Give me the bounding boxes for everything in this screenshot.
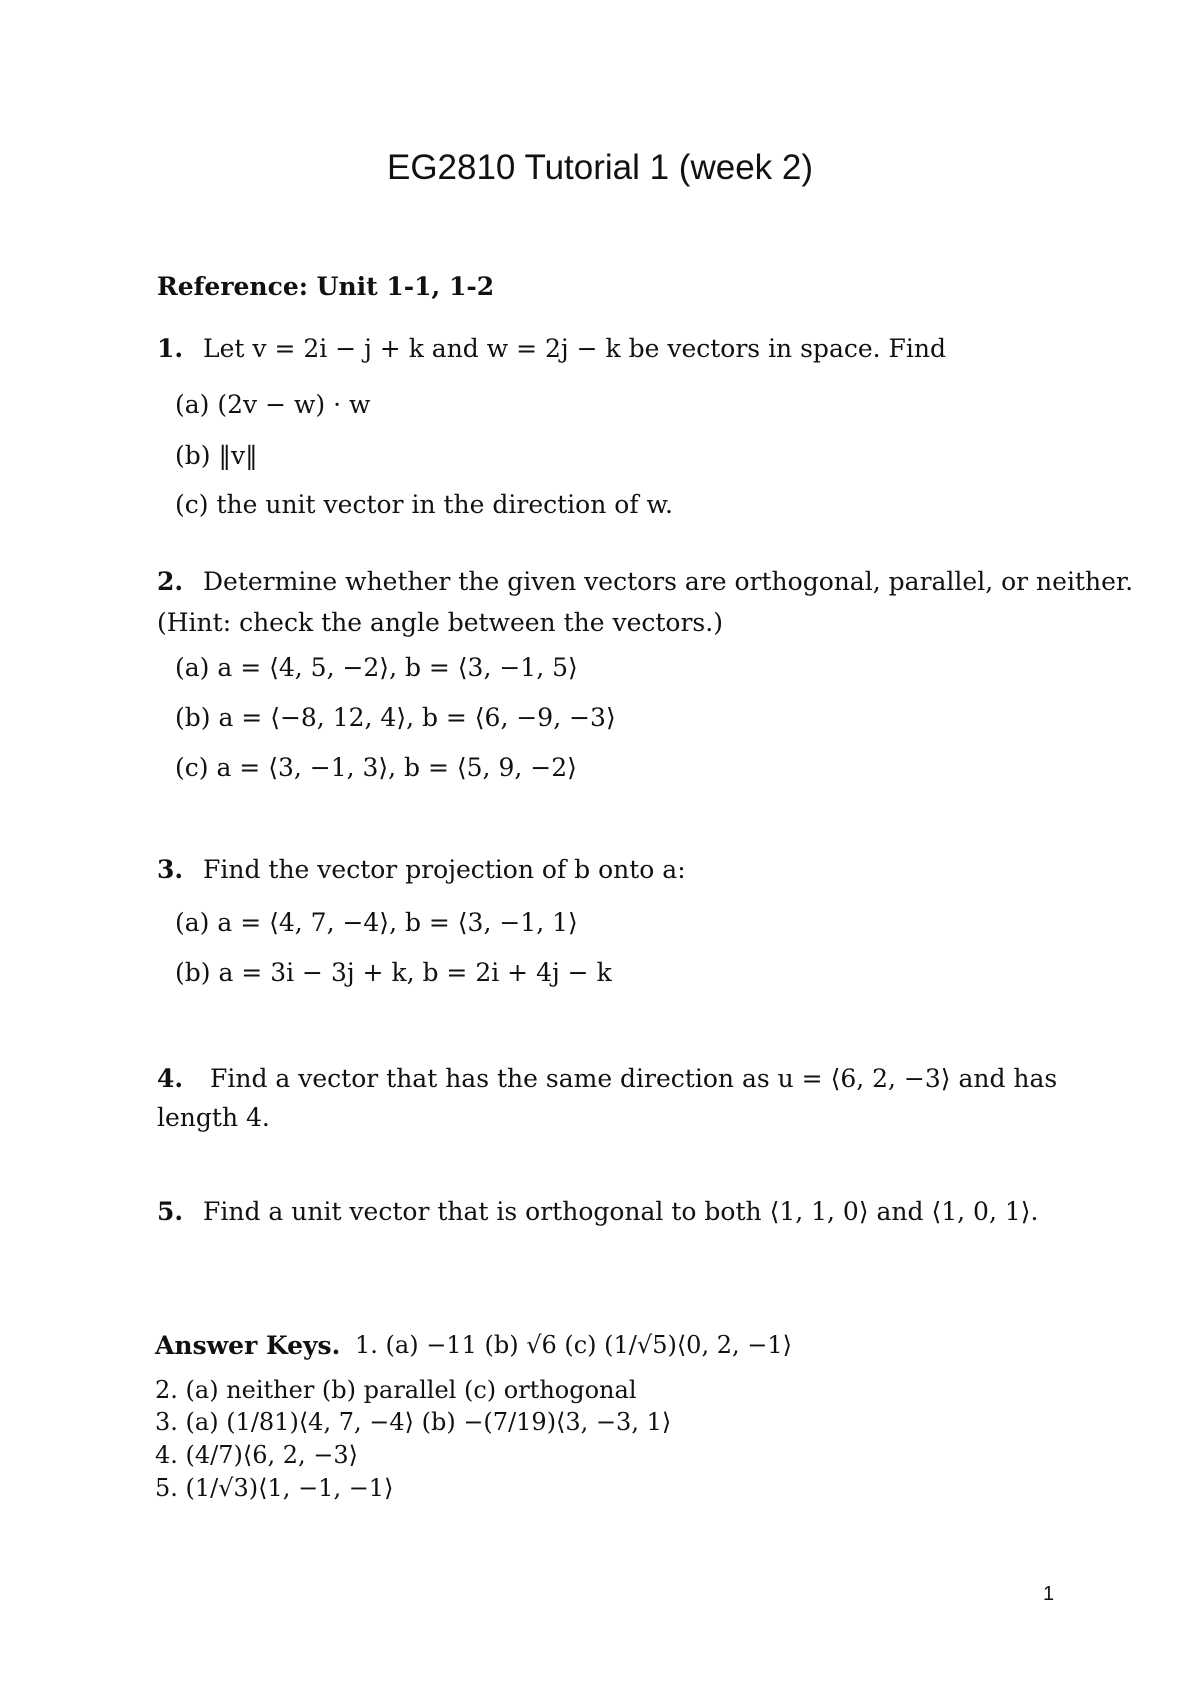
reference-line: Reference: Unit 1-1, 1-2 bbox=[157, 272, 495, 301]
answer-row-1: 1. (a) −11 (b) √6 (c) (1/√5)⟨0, 2, −1⟩ bbox=[355, 1331, 792, 1359]
q5-number: 5. bbox=[157, 1197, 184, 1226]
q3-number: 3. bbox=[157, 855, 184, 884]
q1-part-a: (a) (2v − w) · w bbox=[175, 390, 371, 419]
page-title: EG2810 Tutorial 1 (week 2) bbox=[386, 148, 814, 187]
answer-row-2: 2. (a) neither (b) parallel (c) orthogonal bbox=[155, 1376, 637, 1404]
answer-row-4: 4. (4/7)⟨6, 2, −3⟩ bbox=[155, 1441, 359, 1469]
q2-part-c: (c) a = ⟨3, −1, 3⟩, b = ⟨5, 9, −2⟩ bbox=[175, 753, 577, 782]
q3-part-b: (b) a = 3i − 3j + k, b = 2i + 4j − k bbox=[175, 958, 612, 987]
answer-row-3: 3. (a) (1/81)⟨4, 7, −4⟩ (b) −(7/19)⟨3, −3, 1⟩ bbox=[155, 1408, 672, 1436]
q4-line-2: length 4. bbox=[157, 1103, 270, 1132]
q2-hint: (Hint: check the angle between the vectors.) bbox=[157, 608, 723, 637]
q1-stem: Let v = 2i − j + k and w = 2j − k be vectors in space. Find bbox=[203, 334, 946, 363]
q3-stem: Find the vector projection of b onto a: bbox=[203, 855, 686, 884]
q4-line-1: Find a vector that has the same direction as u = ⟨6, 2, −3⟩ and has bbox=[210, 1064, 1058, 1093]
q1-number: 1. bbox=[157, 334, 184, 363]
q2-stem: Determine whether the given vectors are orthogonal, parallel, or neither. bbox=[203, 567, 1134, 596]
q2-number: 2. bbox=[157, 567, 184, 596]
q3-part-a: (a) a = ⟨4, 7, −4⟩, b = ⟨3, −1, 1⟩ bbox=[175, 908, 578, 937]
answer-row-5: 5. (1/√3)⟨1, −1, −1⟩ bbox=[155, 1474, 394, 1502]
q1-part-c: (c) the unit vector in the direction of w. bbox=[175, 490, 673, 519]
q4-number: 4. bbox=[157, 1064, 184, 1093]
answer-keys-heading: Answer Keys. bbox=[155, 1331, 341, 1360]
q2-part-a: (a) a = ⟨4, 5, −2⟩, b = ⟨3, −1, 5⟩ bbox=[175, 653, 578, 682]
page-number: 1 bbox=[1043, 1583, 1055, 1605]
q1-part-b: (b) ‖v‖ bbox=[175, 441, 258, 470]
q2-part-b: (b) a = ⟨−8, 12, 4⟩, b = ⟨6, −9, −3⟩ bbox=[175, 703, 616, 732]
q5-stem: Find a unit vector that is orthogonal to both ⟨1, 1, 0⟩ and ⟨1, 0, 1⟩. bbox=[203, 1197, 1039, 1226]
